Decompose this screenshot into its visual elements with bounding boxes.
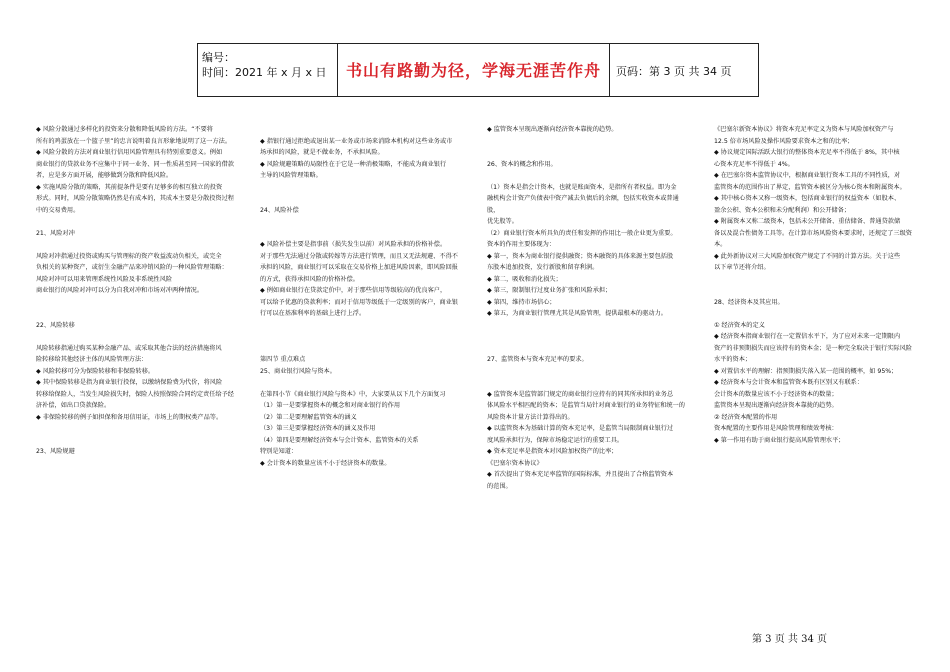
- text-column-4: [714, 124, 914, 446]
- blank-line: [487, 377, 687, 389]
- blank-line: [260, 377, 460, 389]
- text-line: 25、商业银行风险与资本。: [260, 367, 336, 375]
- header-meta: [198, 44, 338, 96]
- text-line: 水平的资本；: [714, 356, 752, 363]
- blank-line: [260, 320, 460, 332]
- text-column-3: [487, 124, 687, 492]
- text-line: 12.5 倍市场风险及操作风险要求资本之和的比率；: [714, 137, 854, 145]
- blank-line: [714, 285, 914, 297]
- text-line: 体风险水平相匹配的资本；是监管当局针对商业银行的业务特征和统一的: [487, 402, 685, 409]
- text-line: ◆ 第四，维持市场信心；: [487, 298, 556, 306]
- text-line: ◆ 第一，资本为商业银行提供融资；资本融资的具体来源主要包括股: [487, 252, 674, 260]
- text-line: ◆ 风险转移可分为保险转移和非保险转移。: [36, 367, 155, 375]
- text-line: 监管资本呈现出逐渐向经济资本靠拢的趋势。: [714, 402, 838, 409]
- text-line: ◆ 例如商业银行在贷款定价中，对于那些信用等级较高的优良客户，: [260, 287, 447, 294]
- text-line: 转移给保险人，当发生风险损失时，保险人按照保险合同约定责任给予经: [36, 390, 234, 398]
- time-label: 时间：2021 年 x 月 x 日: [202, 66, 327, 79]
- text-line: 东股本追加投资，发行新股和留存利润。: [487, 264, 599, 271]
- text-line: ◆ 第二，吸收和消化损失；: [487, 275, 562, 283]
- blank-line: [260, 228, 460, 240]
- text-line: ◆ 对置信水平的理解：指预期损失落入某一范围的概率，如 95%；: [714, 367, 898, 375]
- header-page-label: 页码：第 3 页 共 34 页: [616, 65, 732, 78]
- text-line: ◆ 其中保险转移是指为商业银行投保，以缴纳保险费为代价，将风险: [36, 379, 223, 386]
- text-line: 在第四小节《商业银行风险与资本》中，大家要从以下几个方面复习: [260, 390, 446, 398]
- text-line: 监管资本的范围作出了界定，监管资本被区分为核心资本和附属资本。: [714, 183, 906, 191]
- text-line: 的方式，获得承担风险的价格补偿。: [260, 275, 359, 283]
- text-line: ◆ 风险规避策略的局限性在于它是一种消极策略，不能成为商业银行: [260, 160, 447, 168]
- blank-line: [36, 216, 236, 228]
- text-line: （2）商业银行资本所具负的责任和发挥的作用比一般企业更为重要。: [487, 229, 677, 237]
- text-line: ◆ 附属资本又称二级资本，包括未公开储备、重估储备、普通贷款储: [714, 218, 901, 225]
- text-line: 负相关的某种资产，或衍生金融产品来冲销风险的一种风险管理策略：: [36, 264, 228, 271]
- text-line: 本。: [714, 241, 727, 248]
- blank-line: [487, 147, 687, 159]
- text-line: 可以给予优惠的贷款利率；而对于信用等级低于一定级别的客户，商业银: [260, 298, 458, 306]
- blank-line: [36, 308, 236, 320]
- text-line: 形式。同时，风险分散策略仍然是有成本的，其成本主要是分散投资过程: [36, 195, 234, 202]
- header-motto: 书山有路勤为径，学海无涯苦作舟: [338, 44, 610, 96]
- text-line: 特别是知道：: [260, 448, 298, 455]
- text-line: 27、监管资本与资本充足率的要求。: [487, 356, 588, 363]
- blank-line: [36, 435, 236, 447]
- blank-line: [260, 331, 460, 343]
- text-line: ◆ 指银行通过拒绝或退出某一业务或市场来消除本机构对这些业务或市: [260, 137, 453, 145]
- text-line: 商业银行的风险对冲可以分为自我对冲和市场对冲两种情况。: [36, 287, 204, 294]
- text-line: ◆ 第一作用有助于商业银行提高风险管理水平；: [714, 436, 845, 444]
- text-line: 济补偿，如出口贷款保险。: [36, 402, 111, 409]
- text-line: 备以及混合性债务工具等。在计算市场风险资本要求时，还规定了三级资: [714, 229, 912, 237]
- text-line: 场承担的风险，就是不做业务，不承担风险。: [260, 149, 384, 156]
- blank-line: [260, 182, 460, 194]
- page-footer: 第 3 页 共 34 页: [752, 634, 827, 645]
- blank-line: [487, 170, 687, 182]
- text-line: 23、风险规避: [36, 448, 75, 455]
- text-line: 的范围。: [487, 482, 512, 490]
- blank-line: [487, 136, 687, 148]
- text-line: ◆ 协议规定国际活跃大银行的整体资本充足率不得低于 8%，其中核: [714, 149, 900, 156]
- text-line: 承担的风险，商业银行可以采取在交易价格上加进风险因素，即风险回报: [260, 264, 458, 271]
- text-line: 者，应是多方面开展，能够做到分散和降低风险。: [36, 172, 173, 179]
- text-column-2: [260, 124, 460, 469]
- text-line: 22、风险转移: [36, 321, 75, 329]
- text-line: 行可以在基准利率的基础上进行上浮。: [260, 310, 366, 317]
- blank-line: [714, 308, 914, 320]
- text-line: 盈余公积、资本公积和未分配利润）和公开储备；: [714, 206, 851, 214]
- text-line: 21、风险对冲: [36, 229, 75, 237]
- text-line: 融机构会计资产负债表中资产减去负债后的余额，包括实收资本或普通股，: [487, 195, 679, 214]
- page-header: [197, 43, 759, 97]
- text-line: （4）第四是要理解经济资本与会计资本、监管资本的关系: [260, 436, 419, 444]
- text-line: （1）资本是指会计资本，也就是账面资本，是指所有者权益。即为金: [487, 183, 677, 191]
- text-line: 风险资本计量方法计算得出的。: [487, 413, 574, 421]
- text-line: 资产的非预期损失而应该持有的资本金；是一种完全取决于银行实际风险: [714, 344, 912, 352]
- text-line: ◆ 首次提出了资本充足率监管的国际标准，并且提出了合格监管资本: [487, 471, 674, 478]
- text-line: 资本配置的主要作用是风险管理和绩效考核：: [714, 425, 838, 432]
- text-line: 风险转移指通过购买某种金融产品、或采取其他合法的经济措施将风: [36, 344, 222, 352]
- text-line: 风险对冲可以用来管理系统性风险及非系统性风险: [36, 275, 173, 283]
- text-line: ◆ 在巴塞尔资本监管协议中，根据商业银行资本工具的不同性质，对: [714, 172, 901, 179]
- text-line: 《巴塞尔新资本协议》将资本充足率定义为资本与风险加权资产与: [714, 126, 894, 133]
- text-line: 28、经济资本及其应用。: [714, 298, 784, 306]
- text-line: 心资本充足率不得低于 4%。: [714, 160, 794, 168]
- text-line: 对于那些无法通过分散或转嫁等方法进行管理，而且又无法规避、不得不: [260, 252, 458, 260]
- blank-line: [260, 124, 460, 136]
- text-line: 优先股等。: [487, 218, 518, 225]
- text-line: 中的交易费用。: [36, 206, 80, 214]
- text-line: ◆ 实施风险分散的策略，其前提条件是要有足够多的相互独立的投资: [36, 183, 223, 191]
- text-line: 26、资本的概念和作用。: [487, 160, 557, 168]
- text-line: （1）第一是要掌握资本的概念和对商业银行的作用: [260, 402, 401, 409]
- text-line: 风险对冲指通过投资或购买与管理标的资产收益波动负相关，或完全: [36, 252, 222, 260]
- blank-line: [36, 423, 236, 435]
- text-line: 资本的作用主要体现为：: [487, 241, 556, 248]
- text-line: ◆ 风险分散通过多样化的投资来分散和降低风险的方法。“不要将: [36, 126, 213, 133]
- text-line: 以下章节还将介绍。: [714, 264, 770, 271]
- text-line: ◆ 会计资本的数量应该不小于经济资本的数量。: [260, 459, 391, 467]
- text-line: ◆ 经济资本与会计资本和监管资本既有区别又有联系：: [714, 379, 864, 386]
- blank-line: [36, 297, 236, 309]
- blank-line: [260, 343, 460, 355]
- text-line: 商业银行的贷款业务不应集中于同一业务、同一性质甚至同一国家的借款: [36, 160, 234, 168]
- blank-line: [487, 366, 687, 378]
- text-line: ◆ 第五，为商业银行管理尤其是风险管理，提供最根本的驱动力。: [487, 310, 667, 317]
- text-line: 第四节 重点难点: [260, 356, 306, 363]
- text-line: ◆ 监管资本是监管部门规定的商业银行应持有的同其所承担的业务总: [487, 390, 674, 398]
- text-line: ◆ 以监管资本为基础计算的资本充足率，是监管当局限制商业银行过: [487, 425, 674, 432]
- text-line: ② 经济资本配置的作用: [714, 413, 778, 421]
- text-line: ◆ 监管资本呈现出逐渐向经济资本靠拢的趋势。: [487, 126, 618, 133]
- text-line: ◆ 风险补偿主要是指事前（损失发生以前）对风险承担的价格补偿。: [260, 241, 447, 248]
- blank-line: [36, 331, 236, 343]
- text-line: ◆ 其中核心资本又称一级资本，包括商业银行的权益资本（如股本、: [714, 195, 901, 202]
- text-line: 度风险承担行为，保障市场稳定运行的重要工具。: [487, 436, 624, 444]
- blank-line: [487, 320, 687, 332]
- text-line: 《巴塞尔资本协议》: [487, 459, 543, 467]
- blank-line: [36, 239, 236, 251]
- blank-line: [260, 216, 460, 228]
- text-line: ◆ 风险分散的方法对商业银行信用风险管理具有特别重要意义。例如: [36, 149, 223, 156]
- text-line: 所有的鸡蛋放在一个篮子里”的忠言说明着良言形象地说明了这一方法。: [36, 137, 232, 145]
- text-line: ◆ 非保险转移的例子如担保和备用信用证，市场上的期权类产品等。: [36, 413, 223, 421]
- text-line: （2）第二是要理解监管资本的涵义: [260, 413, 357, 421]
- blank-line: [487, 331, 687, 343]
- text-line: （3）第三是要掌握经济资本的涵义及作用: [260, 425, 376, 432]
- text-line: ◆ 此外新协议对三大风险加权资产规定了不同的计算方法。关于这些: [714, 252, 901, 260]
- blank-line: [260, 193, 460, 205]
- blank-line: [714, 274, 914, 286]
- text-line: ◆ 经济资本指商业银行在一定置信水平下，为了应对未来一定期限内: [714, 333, 901, 340]
- text-line: 险转移给其他经济主体的风险管理方法：: [36, 356, 148, 363]
- text-line: 主导的风险管理策略。: [260, 172, 322, 179]
- text-line: 会计资本的数量应该不小于经济资本的数量；: [714, 390, 838, 398]
- text-line: ◆ 第三，限制银行过度业务扩张和风险承担；: [487, 287, 612, 294]
- text-line: 24、风险补偿: [260, 206, 299, 214]
- number-label: 编号：: [202, 51, 235, 64]
- text-column-1: [36, 124, 236, 458]
- blank-line: [487, 343, 687, 355]
- text-line: ◆ 资本充足率是指资本对风险加权资产的比率；: [487, 448, 618, 455]
- text-line: ① 经济资本的定义: [714, 321, 765, 329]
